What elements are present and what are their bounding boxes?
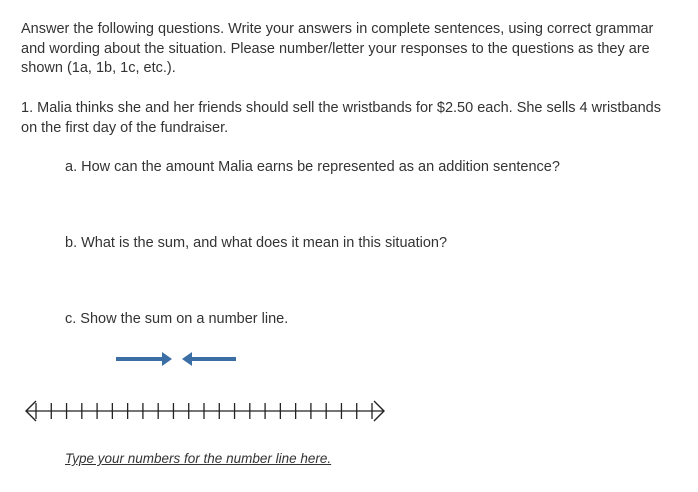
question-1-prompt: 1. Malia thinks she and her friends should sell the wristbands for $2.50 each. She sells 4 wristbands on the first day of the fundraiser. [21, 100, 661, 136]
question-1b: b. What is the sum, and what does it mean in this situation? [65, 235, 448, 251]
instructions-text: Answer the following questions. Write your answers in complete sentences, using correct grammar and wording about the situation. Please number/letter your responses to the questions as they are shown (1a, 1b, 1c, etc.). [21, 21, 654, 76]
number-line-answer-prompt[interactable]: Type your numbers for the number line here. [65, 451, 332, 466]
number-line [22, 398, 392, 424]
draggable-arrows[interactable] [112, 348, 242, 370]
question-1a: a. How can the amount Malia earns be represented as an addition sentence? [65, 159, 560, 175]
left-arrow-icon[interactable] [182, 352, 236, 366]
right-arrow-icon[interactable] [116, 352, 172, 366]
question-1c: c. Show the sum on a number line. [65, 311, 289, 327]
